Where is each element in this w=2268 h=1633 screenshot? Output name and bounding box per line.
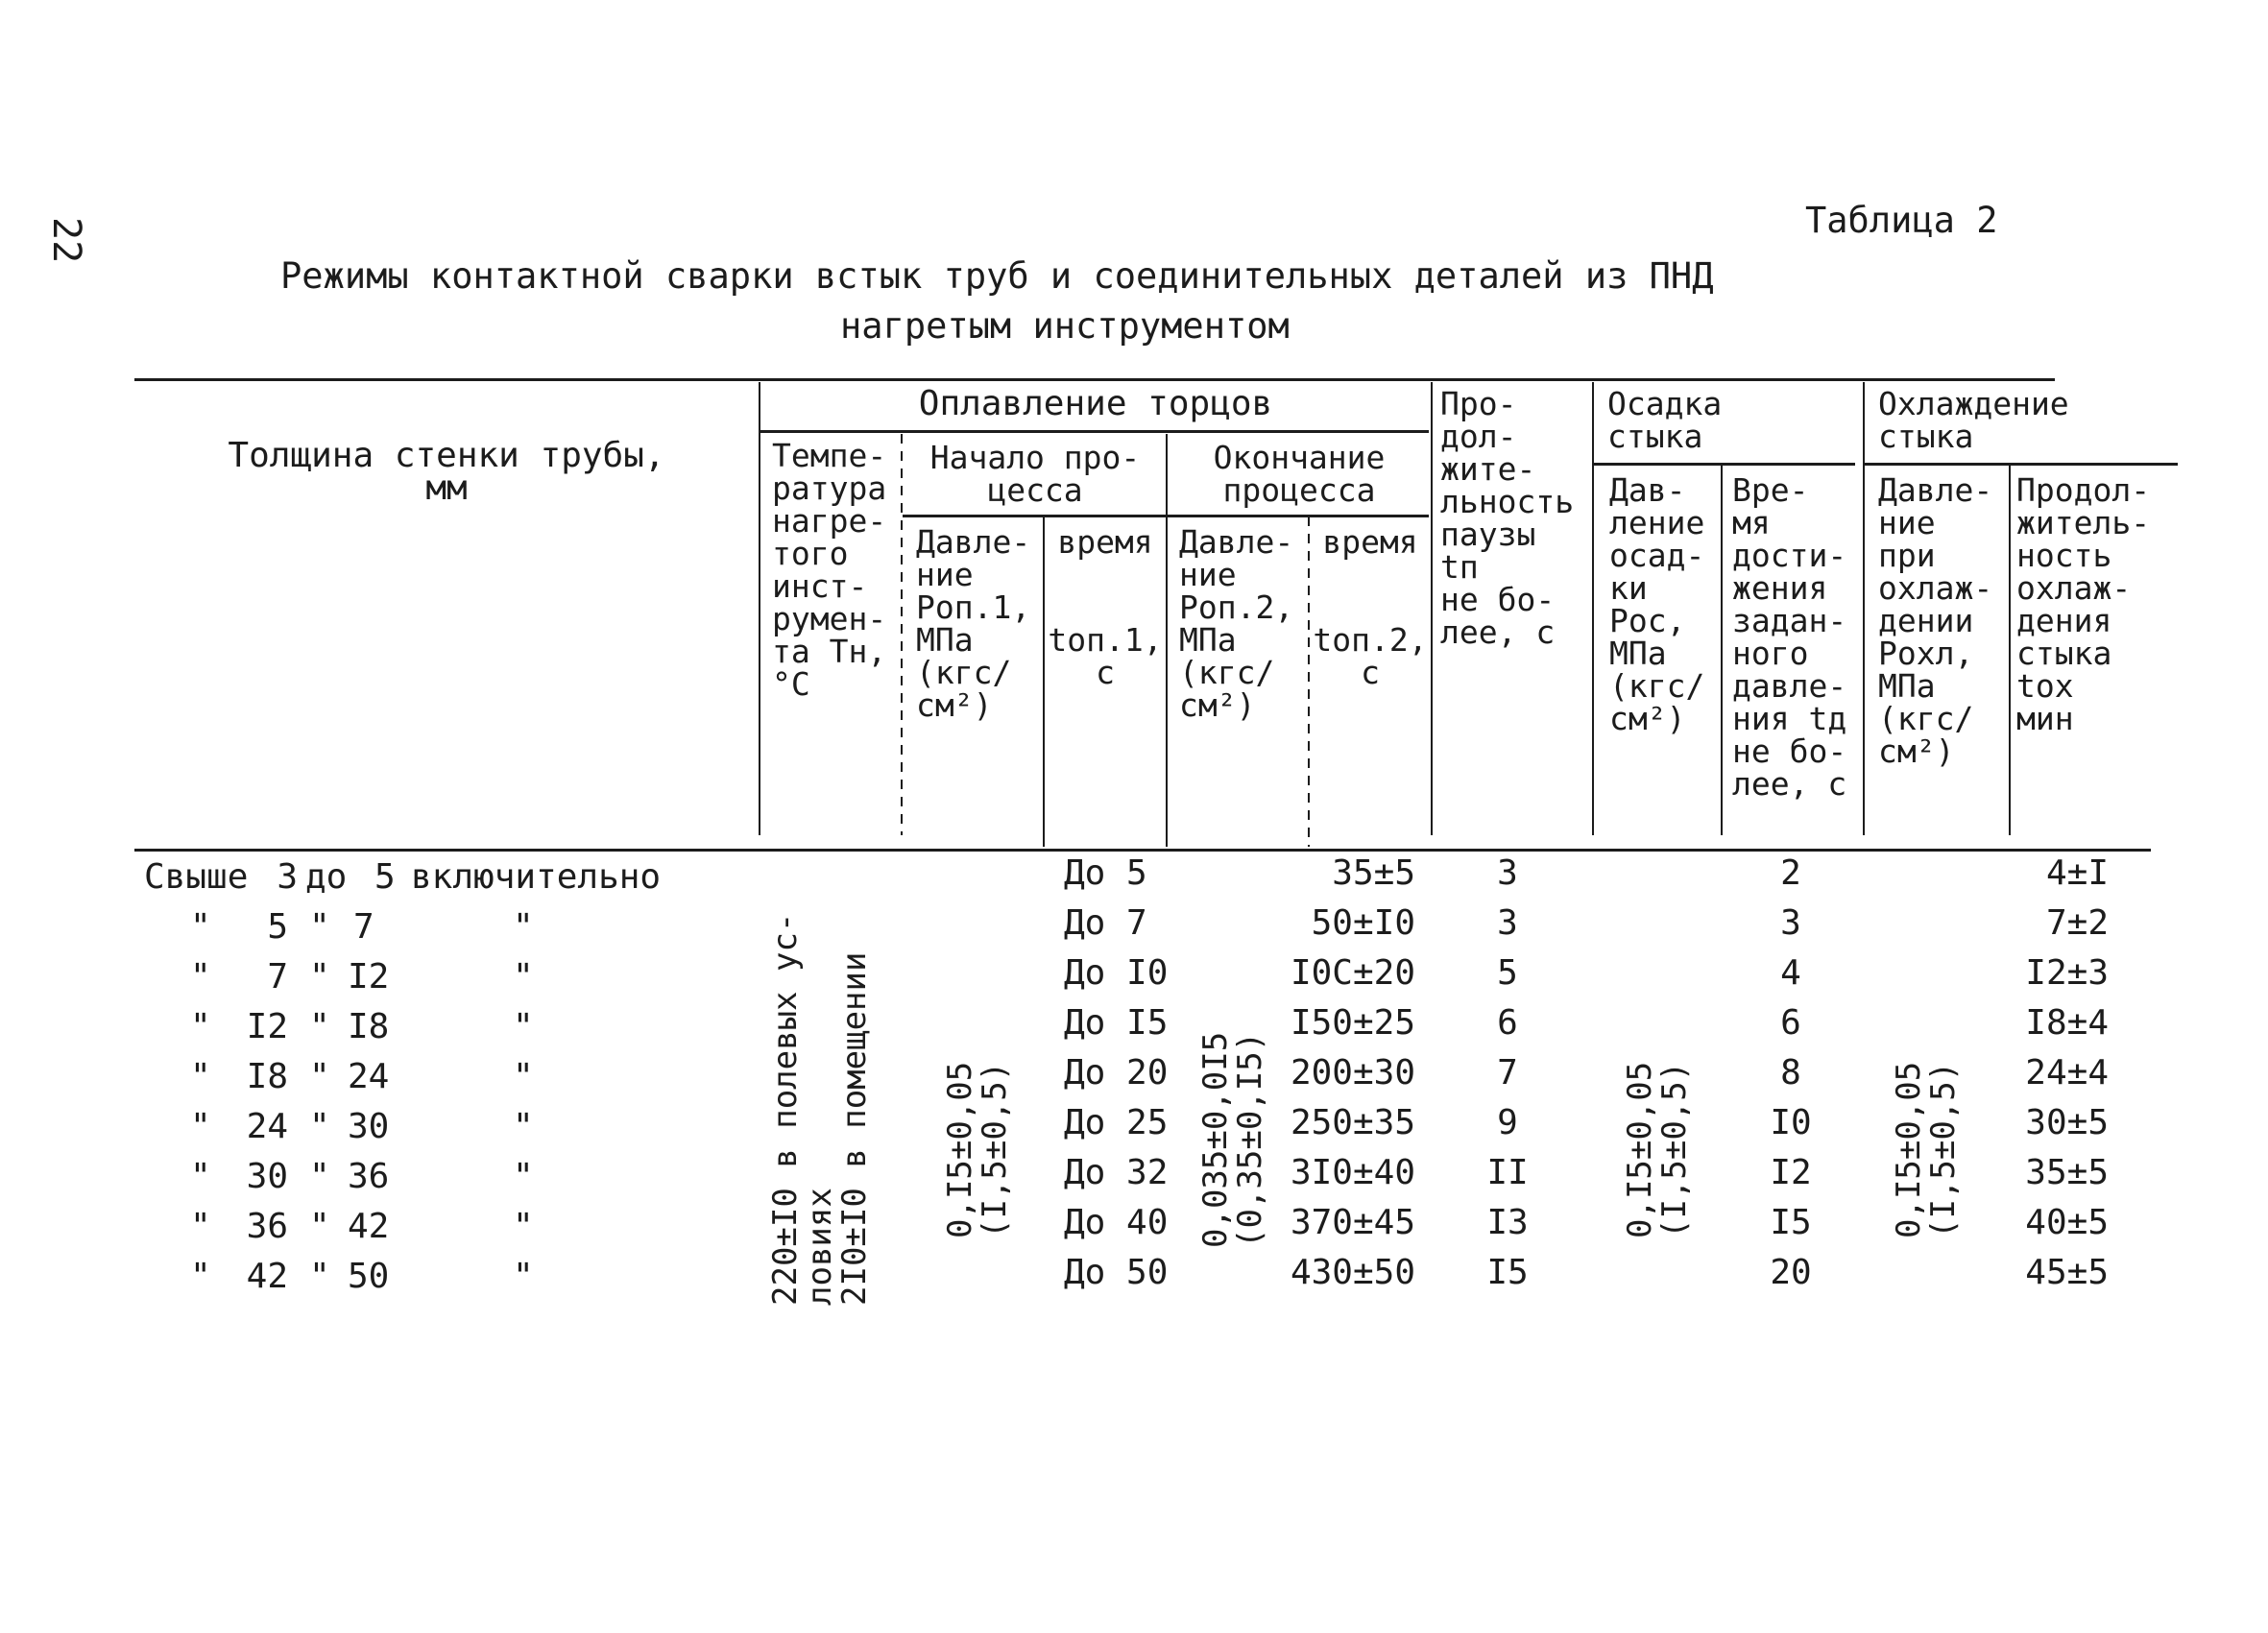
row-to: I8 [348, 1007, 390, 1046]
row-t1: До 32 [1064, 1153, 1169, 1192]
row-t1: До 7 [1064, 903, 1147, 943]
row-td: 3 [1780, 903, 1801, 943]
row-tcool: I8±4 [2025, 1003, 2109, 1043]
row-t1: До 25 [1064, 1103, 1169, 1142]
row-from: 3 [277, 857, 298, 897]
row-t1: До 40 [1064, 1203, 1169, 1242]
row-tcool: 4±I [2045, 853, 2109, 893]
row-pause: II [1486, 1153, 1529, 1192]
row-t1: До 50 [1064, 1253, 1169, 1292]
merged-temperature: 220±I0 в полевых ус- ловиях 2I0±I0 в помещении [766, 912, 874, 1306]
row-mid: " [309, 1057, 330, 1096]
row-tcool: 30±5 [2025, 1103, 2109, 1142]
merged-p1: 0,I5±0,05 (I,5±0,5) [941, 1061, 1014, 1238]
merged-p2: 0,035±0,0I5 (0,35±0,I5) [1196, 1031, 1269, 1248]
row-t2: 3I0±40 [1290, 1153, 1415, 1192]
row-pause: 7 [1497, 1053, 1518, 1093]
row-td: I0 [1770, 1103, 1812, 1142]
row-mid: " [309, 1007, 330, 1046]
row-from: 30 [246, 1157, 288, 1196]
row-to: I2 [348, 957, 390, 997]
row-pause: 6 [1497, 1003, 1518, 1043]
row-from: 36 [246, 1207, 288, 1246]
merged-p-upset: 0,I5±0,05 (I,5±0,5) [1621, 1061, 1694, 1238]
row-tcool: 7±2 [2045, 903, 2109, 943]
row-from: 42 [246, 1257, 288, 1296]
table-label: Таблица 2 [1805, 200, 1998, 241]
header-upset: Осадка стыка [1607, 385, 1723, 455]
row-to: 30 [348, 1107, 390, 1146]
header-t2: время tоп.2, с [1313, 523, 1428, 691]
row-td: 6 [1780, 1003, 1801, 1043]
row-prefix: " [190, 957, 211, 997]
table-title-line2: нагретым инструментом [840, 305, 1290, 347]
row-t2: 430±50 [1290, 1253, 1415, 1292]
row-mid: " [309, 957, 330, 997]
row-prefix: " [190, 1257, 211, 1296]
header-p-cooling: Давле- ние при охлаж- дении Pохл, МПа (кгс/см²) [1878, 471, 1993, 770]
header-cooling: Охлаждение стыка [1878, 385, 2069, 455]
header-t1: время tоп.1, с [1048, 523, 1163, 691]
row-tcool: 35±5 [2025, 1153, 2109, 1192]
row-prefix: " [190, 1007, 211, 1046]
row-t1: До 20 [1064, 1053, 1169, 1093]
row-incl: " [513, 1057, 534, 1096]
row-incl: " [513, 1207, 534, 1246]
merged-p-cooling: 0,I5±0,05 (I,5±0,5) [1890, 1061, 1963, 1238]
row-td: 20 [1770, 1253, 1812, 1292]
row-to: 7 [353, 907, 374, 947]
row-incl: " [513, 907, 534, 947]
row-to: 24 [348, 1057, 390, 1096]
row-tcool: 40±5 [2025, 1203, 2109, 1242]
row-pause: I3 [1486, 1203, 1529, 1242]
row-t2: I50±25 [1290, 1003, 1415, 1043]
row-from: I8 [246, 1057, 288, 1096]
row-tcool: I2±3 [2025, 953, 2109, 993]
row-t2: 370±45 [1290, 1203, 1415, 1242]
row-td: I5 [1770, 1203, 1812, 1242]
table-title: Режимы контактной сварки встык труб и соединительных деталей из ПНД [280, 255, 1714, 297]
row-to: 42 [348, 1207, 390, 1246]
row-td: 8 [1780, 1053, 1801, 1093]
row-mid: " [309, 1157, 330, 1196]
row-mid: " [309, 1257, 330, 1296]
row-incl: " [513, 1257, 534, 1296]
row-to: 50 [348, 1257, 390, 1296]
header-p2: Давле- ние Pоп.2, МПа (кгс/см²) [1179, 523, 1294, 724]
row-prefix: " [190, 907, 211, 947]
row-prefix: " [190, 1157, 211, 1196]
row-t1: До 5 [1064, 853, 1147, 893]
header-process-end: Окончание процесса [1213, 439, 1386, 509]
row-prefix: " [190, 1207, 211, 1246]
row-mid: " [309, 1107, 330, 1146]
row-pause: I5 [1486, 1253, 1529, 1292]
row-from: I2 [246, 1007, 288, 1046]
row-to: 36 [348, 1157, 390, 1196]
header-p1: Давле- ние Pоп.1, МПа (кгс/см²) [916, 523, 1031, 724]
row-from: 5 [267, 907, 288, 947]
row-prefix: " [190, 1057, 211, 1096]
row-t1: До I0 [1064, 953, 1169, 993]
row-incl: " [513, 957, 534, 997]
header-p-upset: Дав- ление осад- ки Pос, МПа (кгс/см²) [1609, 471, 1705, 737]
header-wall-thickness: Толщина стенки трубы, мм [228, 436, 665, 508]
row-incl: " [513, 1107, 534, 1146]
row-to: 5 [374, 857, 396, 897]
row-tcool: 24±4 [2025, 1053, 2109, 1093]
row-incl: " [513, 1007, 534, 1046]
row-td: I2 [1770, 1153, 1812, 1192]
row-pause: 5 [1497, 953, 1518, 993]
row-mid: " [309, 1207, 330, 1246]
row-incl: включительно [411, 857, 662, 897]
row-t2: 200±30 [1290, 1053, 1415, 1093]
row-td: 4 [1780, 953, 1801, 993]
row-pause: 9 [1497, 1103, 1518, 1142]
row-mid: до [305, 857, 348, 897]
row-prefix: " [190, 1107, 211, 1146]
header-temperature: Темпе- ратура нагре- того инст- румен- та Tн, °C [772, 437, 887, 703]
row-incl: " [513, 1157, 534, 1196]
header-pause: Про- дол- жите- льность паузы tп не бо- лее, с [1440, 385, 1575, 651]
row-pause: 3 [1497, 853, 1518, 893]
row-t2: I0C±20 [1290, 953, 1415, 993]
row-t1: До I5 [1064, 1003, 1169, 1043]
header-t-pressure: Вре- мя дости- жения задан- ного давле- ния tд не бо- лее, с [1732, 471, 1847, 803]
row-t2: 50±I0 [1311, 903, 1415, 943]
row-tcool: 45±5 [2025, 1253, 2109, 1292]
header-melting: Оплавление торцов [918, 384, 1273, 423]
row-mid: " [309, 907, 330, 947]
row-td: 2 [1780, 853, 1801, 893]
header-t-cooling: Продол- житель- ность охлаж- дения стыка tох мин [2016, 471, 2151, 737]
page-number: 22 [44, 217, 88, 264]
row-from: 24 [246, 1107, 288, 1146]
header-process-start: Начало про- цесса [929, 439, 1141, 509]
row-pause: 3 [1497, 903, 1518, 943]
row-t2: 250±35 [1290, 1103, 1415, 1142]
row-from: 7 [267, 957, 288, 997]
row-t2: 35±5 [1332, 853, 1415, 893]
row-prefix: Свыше [144, 857, 249, 897]
